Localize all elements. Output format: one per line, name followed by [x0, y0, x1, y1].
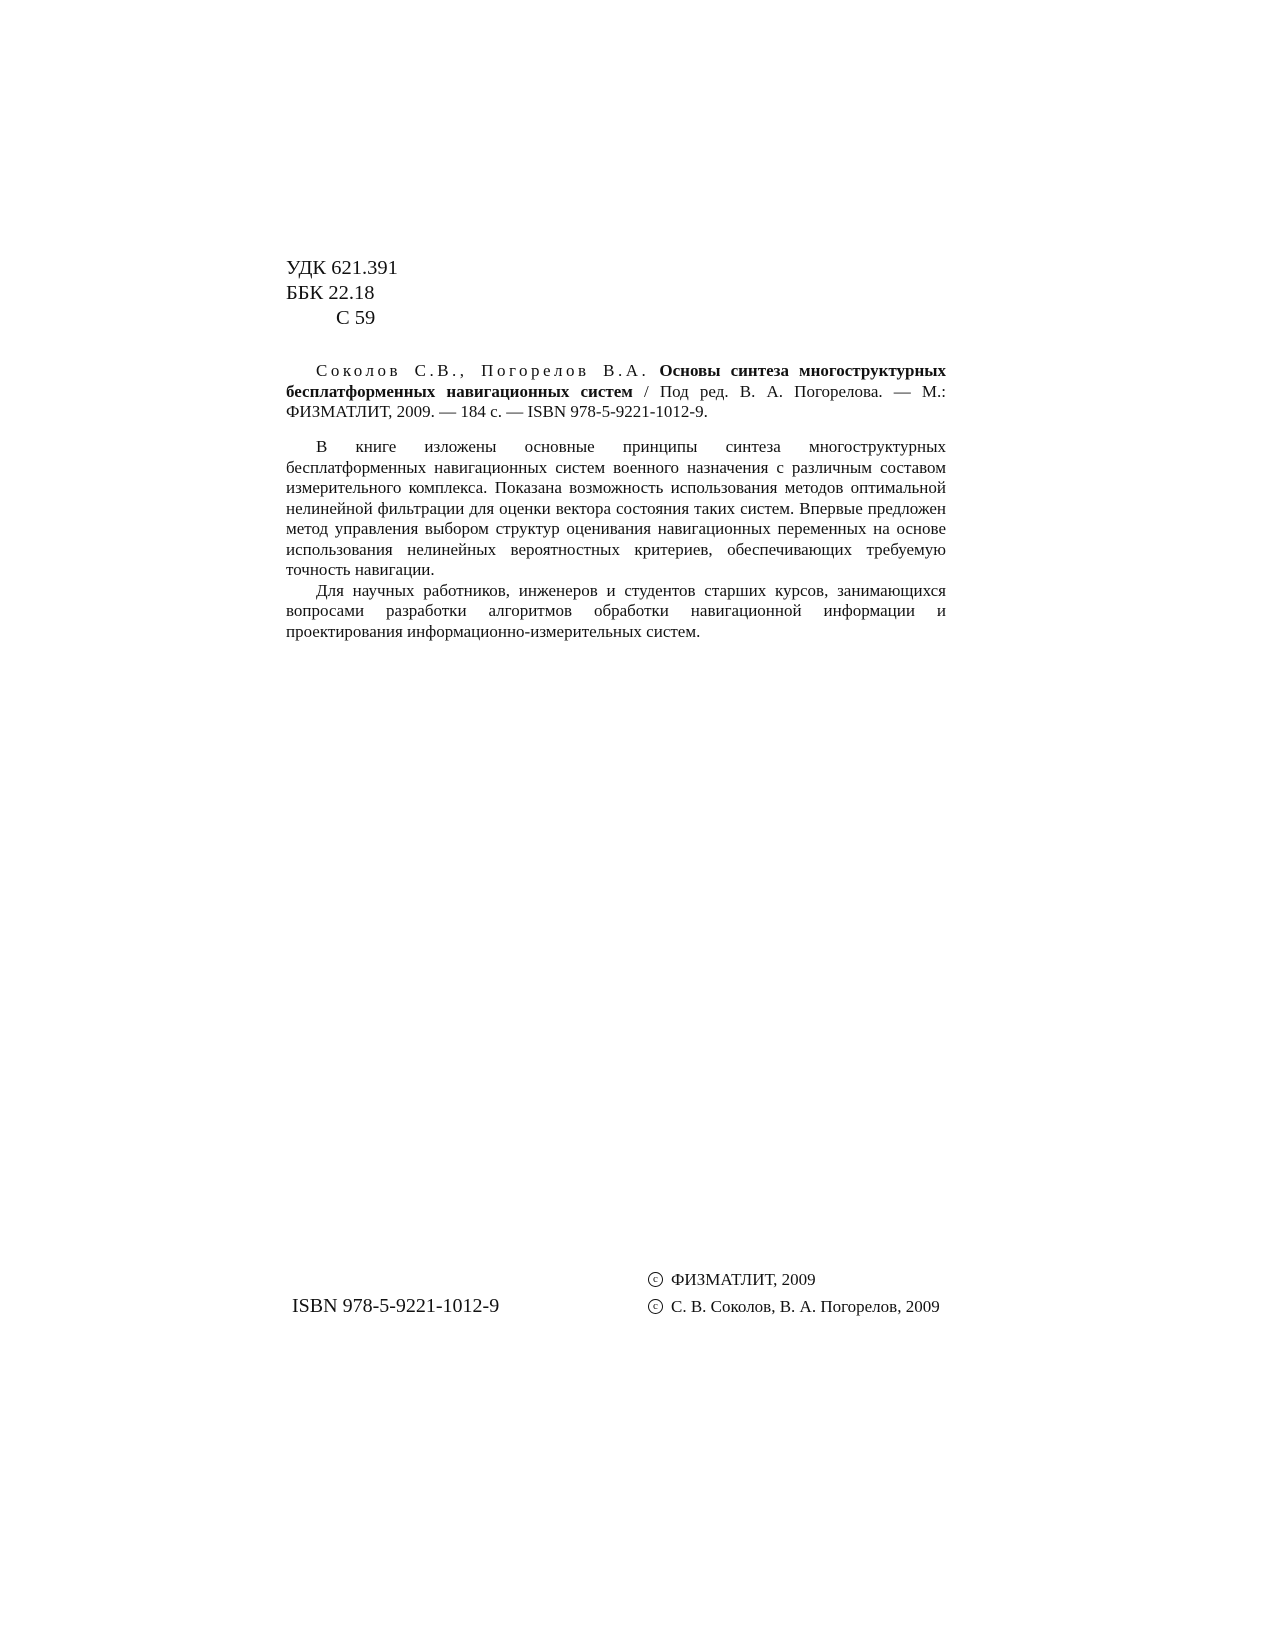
copyright-icon: c [648, 1299, 663, 1314]
author-mark: С 59 [336, 307, 376, 329]
copyright-publisher: ФИЗМАТЛИТ, 2009 [671, 1270, 816, 1289]
annotation-audience: Для научных работников, инженеров и студентов старших курсов, занимающихся вопросами разработки алгоритмов обработки навигационной информации и проектирования информационно-измерительных систем. [286, 580, 946, 641]
bbk-code: ББК 22.18 [286, 282, 375, 304]
bibliographic-description [286, 361, 946, 423]
isbn: ISBN 978-5-9221-1012-9 [292, 1295, 500, 1317]
classification-block [286, 256, 398, 331]
book-title: Основы синтеза многоструктурных бесплатформенных навигационных систем [286, 361, 947, 401]
copyright-icon: c [648, 1272, 663, 1287]
copyright-authors-row [648, 1293, 940, 1320]
copyright-authors: С. В. Соколов, В. А. Погорелов, 2009 [671, 1297, 940, 1316]
publication-details: / Под ред. В. А. Погорелова. — М.: ФИЗМАТЛИТ, 2009. — 184 с. — ISBN 978-5-9221-1012-9. [286, 381, 947, 421]
annotation-paragraph: В книге изложены основные принципы синтеза многоструктурных бесплатформенных навигационных систем военного назначения с различным составом измерительного комплекса. Показана возможность использования методов оптимальной нелинейной фильтрации для оценки вектора состояния таких систем. Впервые предложен метод управления выбором структур оценивания навигационных переменных на основе использования нелинейных вероятностных критериев, обеспечивающих требуемую точность навигации. [286, 437, 946, 579]
annotation [286, 437, 946, 642]
copyright-block [648, 1266, 940, 1320]
authors: Соколов С.В., Погорелов В.А. [316, 361, 650, 380]
copyright-publisher-row [648, 1266, 940, 1293]
udk-code: УДК 621.391 [286, 257, 398, 279]
